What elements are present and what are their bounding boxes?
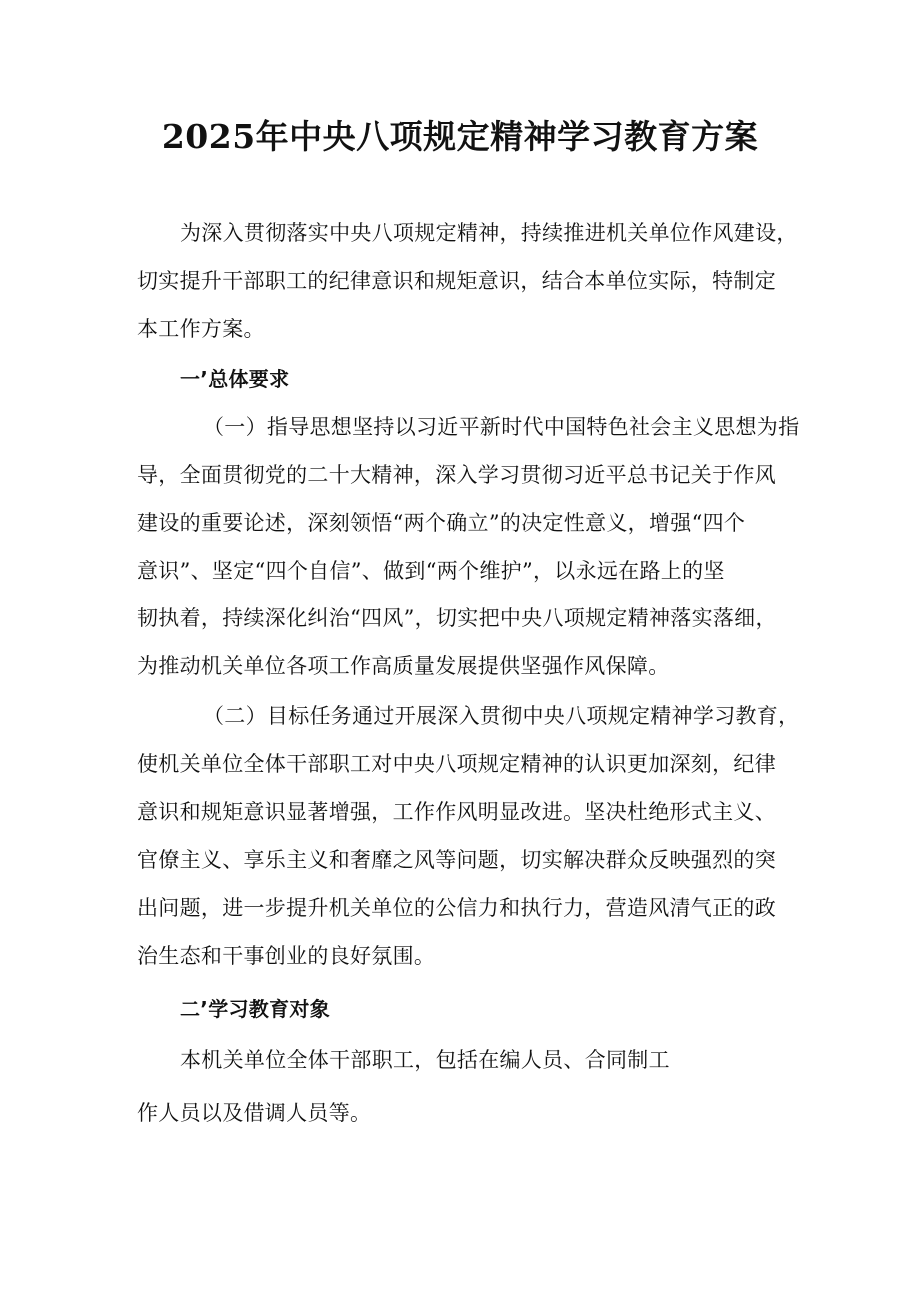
intro-line-3: 本工作方案。 (137, 317, 265, 341)
para-3-line-1: 本机关单位全体干部职工，包括在编人员、合同制工 (180, 1048, 670, 1072)
document-title: 2025年中央八项规定精神学习教育方案 (161, 117, 759, 156)
para-2-line-3: 意识和规矩意识显著增强，工作作风明显改进。坚决杜绝形式主义、 (137, 800, 776, 824)
para-1-line-1: （一）指导思想坚持以习近平新时代中国特色社会主义思想为指 (203, 415, 800, 439)
para-1-line-4: 意识”、坚定“四个自信”、做到“两个维护”，以永远在路上的坚 (137, 559, 725, 583)
para-1-line-5: 韧执着，持续深化纠治“四风”，切实把中央八项规定精神落实落细， (137, 606, 777, 630)
para-2-line-6: 治生态和干事创业的良好氛围。 (137, 944, 436, 968)
intro-line-2: 切实提升干部职工的纪律意识和规矩意识，结合本单位实际，特制定 (137, 269, 776, 293)
para-3-line-2: 作人员以及借调人员等。 (137, 1101, 372, 1125)
para-1-line-6: 为推动机关单位各项工作高质量发展提供坚强作风保障。 (137, 654, 670, 678)
para-1-line-2: 导，全面贯彻党的二十大精神，深入学习贯彻习近平总书记关于作风 (137, 463, 776, 487)
para-1-line-3: 建设的重要论述，深刻领悟“两个确立”的决定性意义，增强“四个 (137, 511, 746, 535)
section-1-heading: 一’总体要求 (180, 367, 290, 391)
para-2-line-5: 出问题，进一步提升机关单位的公信力和执行力，营造风清气正的政 (137, 896, 776, 920)
para-2-line-1: （二）目标任务通过开展深入贯彻中央八项规定精神学习教育， (203, 704, 800, 728)
section-2-heading: 二’学习教育对象 (180, 997, 330, 1021)
intro-line-1: 为深入贯彻落实中央八项规定精神，持续推进机关单位作风建设， (180, 221, 798, 245)
para-2-line-4: 官僚主义、享乐主义和奢靡之风等问题，切实解决群众反映强烈的突 (137, 848, 776, 872)
para-2-line-2: 使机关单位全体干部职工对中央八项规定精神的认识更加深刻，纪律 (137, 752, 776, 776)
